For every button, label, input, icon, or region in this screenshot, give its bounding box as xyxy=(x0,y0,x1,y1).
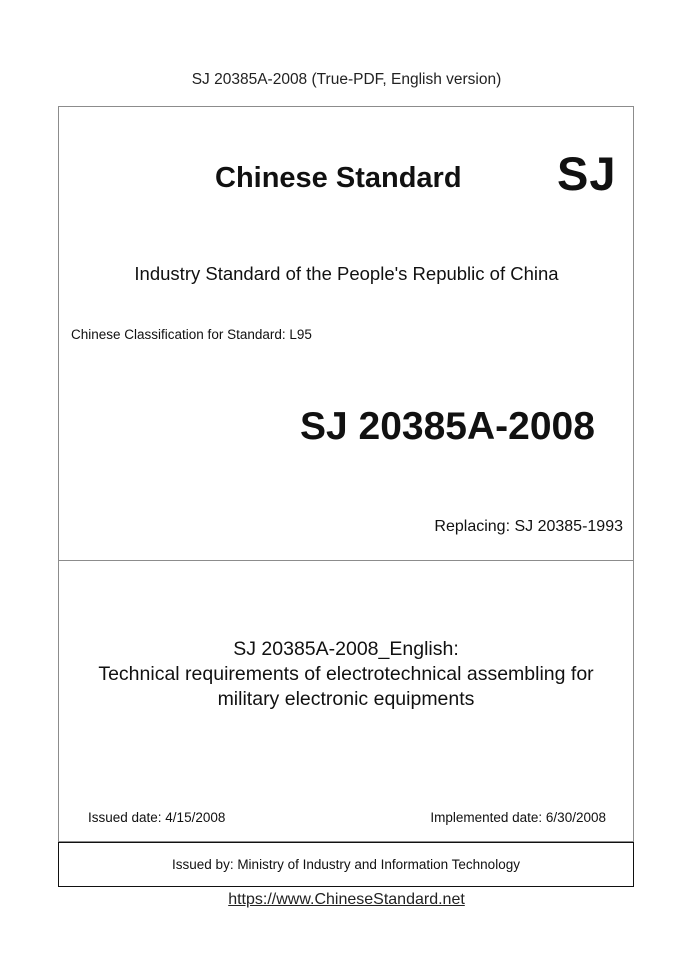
classification-text: Chinese Classification for Standard: L95 xyxy=(71,327,312,342)
website-link[interactable]: https://www.ChineseStandard.net xyxy=(228,891,465,908)
standard-number: SJ 20385A-2008 xyxy=(300,405,595,448)
standard-type-title: Chinese Standard xyxy=(215,162,462,194)
document-title-line-1: SJ 20385A-2008_English: xyxy=(233,638,459,660)
issued-date: Issued date: 4/15/2008 xyxy=(88,810,226,825)
standard-code-mark: SJ xyxy=(557,147,617,200)
issued-by-text: Issued by: Ministry of Industry and Information Technology xyxy=(172,857,520,872)
issuer-box xyxy=(58,842,634,887)
document-title-line-2: Technical requirements of electrotechnical assembling for xyxy=(98,663,594,685)
page-header: SJ 20385A-2008 (True-PDF, English version) xyxy=(191,71,502,88)
document-title xyxy=(58,637,634,712)
implemented-date: Implemented date: 6/30/2008 xyxy=(430,810,606,825)
replacing-text: Replacing: SJ 20385-1993 xyxy=(434,518,623,535)
document-title-line-3: military electronic equipments xyxy=(217,688,475,710)
industry-standard-line: Industry Standard of the People's Republic of China xyxy=(134,263,559,284)
